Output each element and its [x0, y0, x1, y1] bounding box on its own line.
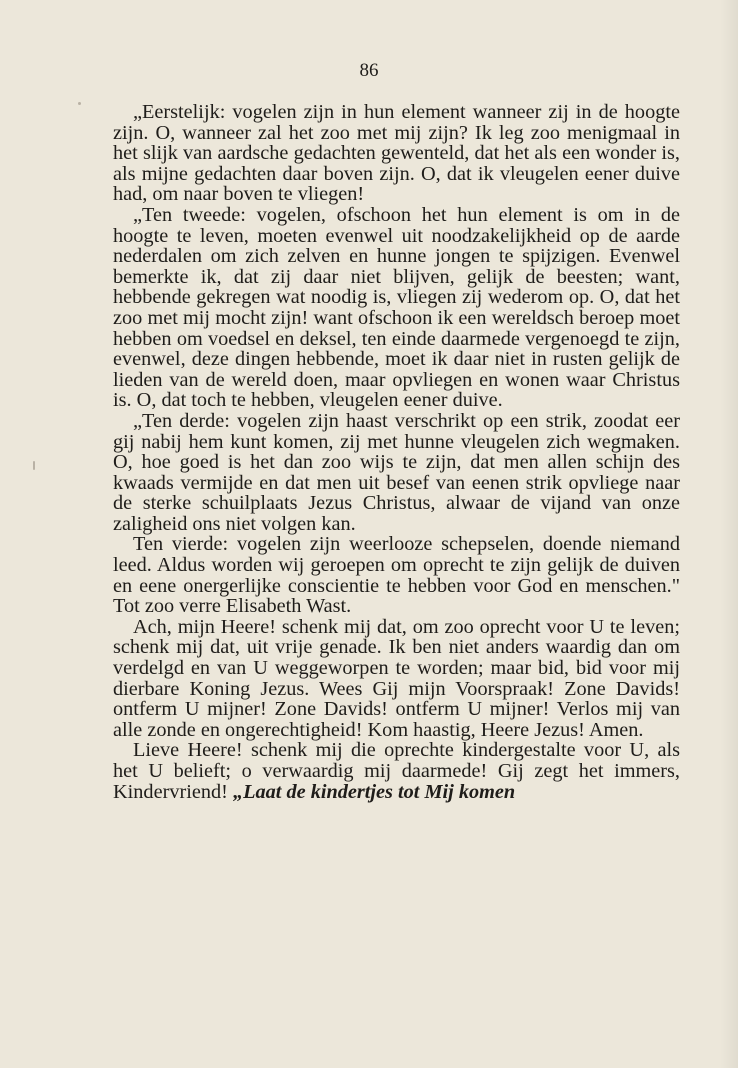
paragraph-3: „Ten derde: vogelen zijn haast verschrikt op een strik, zoodat eer gij nabij hem kunt komen, zij met hunne vleugelen zich wegmaken. O, hoe goed is het dan zoo wijs te zijn, dat men allen schijn des kwaads vermijde en dat men uit besef van eenen strik opvliege naar de sterke schuilplaats Jezus Christus, alwaar de vijand van onze zaligheid ons niet volgen kan. [113, 409, 680, 535]
paragraph-6-plain: Lieve Heere! schenk mij die oprechte kindergestalte voor U, als het U belieft; o verwaardig mij daarmede! Gij zegt het immers, Kindervriend! [113, 739, 680, 803]
paper-speck [78, 102, 81, 105]
paragraph-6 [113, 740, 680, 802]
paragraph-2: „Ten tweede: vogelen, ofschoon het hun element is om in de hoogte te leven, moeten evenwel uit noodzakelijkheid op de aarde nederdalen om zich zelven en hunne jongen te spijzigen. Evenwel bemerkte ik, dat zij daar niet blijven, gelijk de beesten; want, hebbende gekregen wat noodig is, vliegen zij wederom op. O, dat het zoo met mij mocht zijn! want ofschoon ik een wereldsch beroep moet hebben om voedsel en deksel, ten einde daarmede vergenoegd te zijn, evenwel, deze dingen hebbende, moet ik daar niet in rusten gelijk de lieden van de wereld doen, maar opvliegen en wonen waar Christus is. O, dat toch te hebben, vleugelen eener duive. [113, 203, 680, 412]
page-number: 86 [359, 60, 379, 81]
paper-speck [33, 461, 35, 470]
page-edge-shadow [720, 0, 738, 1068]
body-text [113, 102, 680, 802]
paragraph-5: Ach, mijn Heere! schenk mij dat, om zoo oprecht voor U te leven; schenk mij dat, uit vrije genade. Ik ben niet anders waardig dan om verdelgd en van U weggeworpen te worden; maar bid, bid voor mij dierbare Koning Jezus. Wees Gij mijn Voorspraak! Zone Davids! ontferm U mijner! Zone Davids! ontferm U mijner! Verlos mij van alle zonde en ongerechtigheid! Kom haastig, Heere Jezus! Amen. [113, 615, 680, 741]
paragraph-1: „Eerstelijk: vogelen zijn in hun element wanneer zij in de hoogte zijn. O, wanneer zal het zoo met mij zijn? Ik leg zoo menigmaal in het slijk van aardsche gedachten gewenteld, dat het als een wonder is, als mijne gedachten daar boven zijn. O, dat ik vleugelen eener duive had, om naar boven te vliegen! [113, 101, 680, 206]
paragraph-6-quote: „Laat de kindertjes tot Mij komen [232, 780, 516, 803]
paragraph-4: Ten vierde: vogelen zijn weerlooze schepselen, doende niemand leed. Aldus worden wij geroepen om oprecht te zijn gelijk de duiven en eene onergerlijke conscientie te hebben voor God en menschen." Tot zoo verre Elisabeth Wast. [113, 533, 680, 618]
